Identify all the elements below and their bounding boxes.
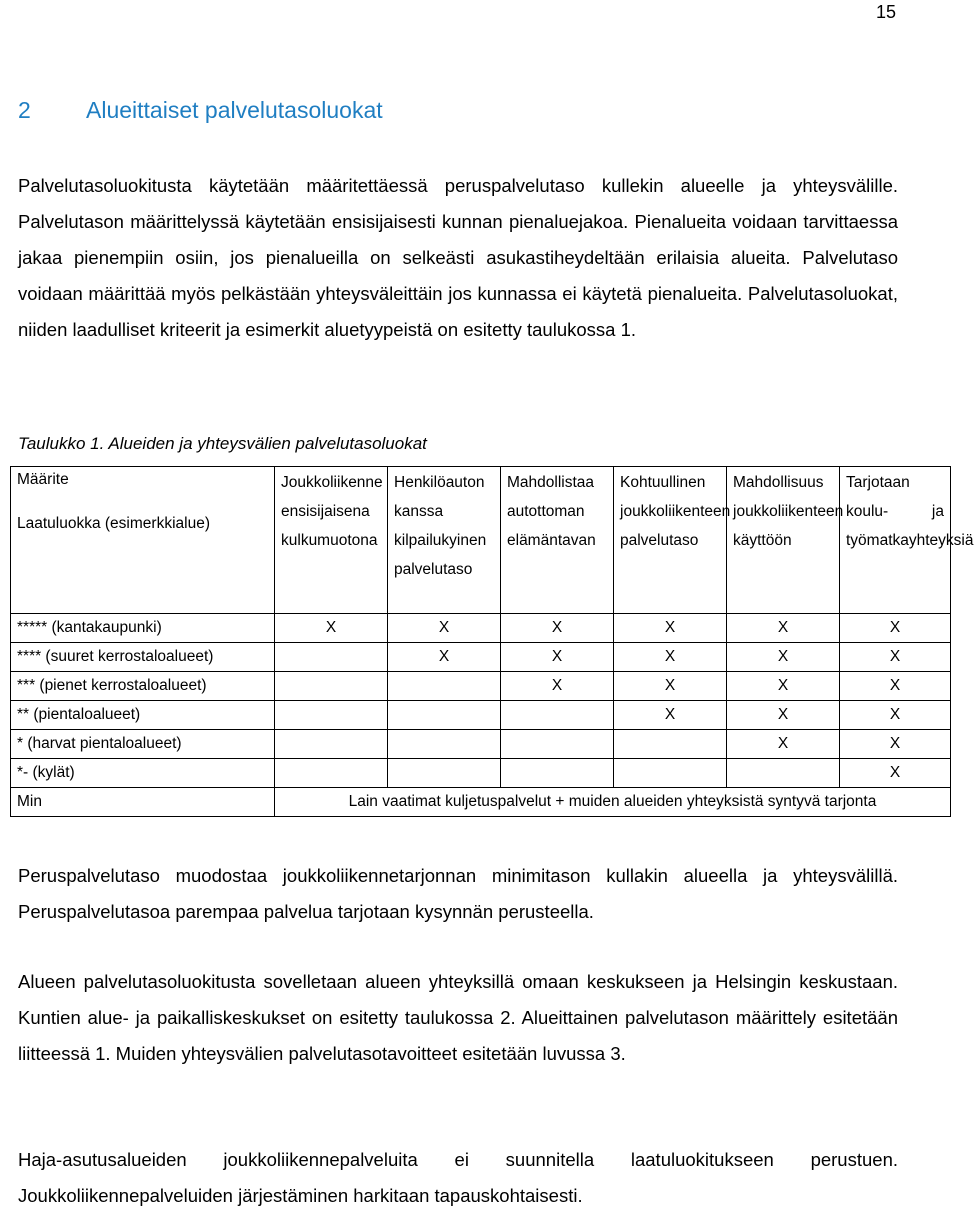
table-row: [11, 701, 951, 730]
intro-paragraph: Palvelutasoluokitusta käytetään määritettäessä peruspalvelutaso kullekin alueelle ja yhteysvälille. Palvelutason määrittelyssä käytetään ensisijaisesti kunnan pienaluejakoa. Pienalueita voidaan tarvittaessa jakaa pienempiin osiin, jos pienalueilla on selkeästi asukastiheydeltään erilaisia alueita. Palvelutaso voidaan määrittää myös pelkästään yhteysväleittäin jos kunnassa ei käytetä pienalueita. Palvelutasoluokat, niiden laadulliset kriteerit ja esimerkit aluetyypeistä on esitetty taulukossa 1.: [18, 175, 898, 340]
column-header: Joukkoliikenne ensisijaisena kulkumuotona: [275, 467, 388, 614]
table-cell: X: [614, 672, 727, 701]
table-cell: [388, 701, 501, 730]
table-row: [11, 672, 951, 701]
basic-service-paragraph: Peruspalvelutaso muodostaa joukkoliikennetarjonnan minimitason kullakin alueella ja yhteysvälillä. Peruspalvelutasoa parempaa palvelua tarjotaan kysynnän perusteella.: [18, 865, 898, 922]
table-cell: X: [727, 614, 840, 643]
table-cell: X: [614, 701, 727, 730]
table-header-row: [11, 467, 951, 614]
column-header: Henkilöauton kanssa kilpailukyinen palvelutaso: [388, 467, 501, 614]
table-cell: [501, 759, 614, 788]
page-number: 15: [875, 2, 896, 22]
table-cell: X: [840, 614, 951, 643]
table-cell: [275, 672, 388, 701]
section-title: Alueittaiset palvelutasoluokat: [86, 97, 383, 123]
table-cell: [275, 759, 388, 788]
table-cell: [275, 730, 388, 759]
row-label: ***** (kantakaupunki): [11, 614, 275, 643]
table-cell: [614, 730, 727, 759]
table-cell: X: [840, 730, 951, 759]
table-cell: X: [727, 730, 840, 759]
table-cell: X: [614, 643, 727, 672]
table-row: [11, 614, 951, 643]
table-row: [11, 730, 951, 759]
column-header: Tarjotaan koulu- ja työmatkayhteyksiä: [840, 467, 951, 614]
table-cell: X: [727, 643, 840, 672]
table-cell: X: [501, 614, 614, 643]
table-cell: [501, 730, 614, 759]
table-cell: [614, 759, 727, 788]
corner-header: [11, 467, 275, 614]
table-cell: [501, 701, 614, 730]
section-number: 2: [18, 97, 31, 123]
table-cell: X: [501, 672, 614, 701]
table-row-min: [11, 788, 951, 817]
table-cell: X: [388, 614, 501, 643]
table-cell: X: [501, 643, 614, 672]
rural-paragraph: Haja-asutusalueiden joukkoliikennepalveluita ei suunnitella laatuluokitukseen perustuen. Joukkoliikennepalveluiden järjestäminen harkitaan tapauskohtaisesti.: [18, 1149, 898, 1206]
table-cell: X: [727, 672, 840, 701]
table-cell: [388, 759, 501, 788]
quality-class-label: Laatuluokka (esimerkkialue): [17, 515, 210, 532]
application-paragraph: Alueen palvelutasoluokitusta sovelletaan alueen yhteyksillä omaan keskukseen ja Helsingin keskustaan. Kuntien alue- ja paikalliskeskukset on esitetty taulukossa 2. Alueittainen palvelutason määrittely esitetään liitteessä 1. Muiden yhteysvälien palvelutasotavoitteet esitetään luvussa 3.: [18, 971, 898, 1064]
table-cell: X: [388, 643, 501, 672]
row-label: *** (pienet kerrostaloalueet): [11, 672, 275, 701]
table-cell: [388, 672, 501, 701]
column-header: Mahdollistaa autottoman elämäntavan: [501, 467, 614, 614]
table-cell: [727, 759, 840, 788]
table-caption: Taulukko 1. Alueiden ja yhteysvälien palvelutasoluokat: [18, 434, 427, 453]
min-description: Lain vaatimat kuljetuspalvelut + muiden alueiden yhteyksistä syntyvä tarjonta: [275, 788, 951, 817]
table-cell: X: [840, 759, 951, 788]
row-label: Min: [11, 788, 275, 817]
table-cell: X: [727, 701, 840, 730]
column-header: Kohtuullinen joukkoliikenteen palvelutaso: [614, 467, 727, 614]
table-cell: X: [275, 614, 388, 643]
table-cell: X: [614, 614, 727, 643]
table-cell: X: [840, 701, 951, 730]
attribute-label: Määrite: [17, 471, 69, 488]
table-cell: [388, 730, 501, 759]
table-cell: X: [840, 643, 951, 672]
row-label: ** (pientaloalueet): [11, 701, 275, 730]
row-label: *- (kylät): [11, 759, 275, 788]
row-label: * (harvat pientaloalueet): [11, 730, 275, 759]
table-row: [11, 759, 951, 788]
section-heading: [18, 97, 383, 124]
column-header: Mahdollisuus joukkoliikenteen käyttöön: [727, 467, 840, 614]
row-label: **** (suuret kerrostaloalueet): [11, 643, 275, 672]
service-level-table: [10, 466, 974, 817]
table-cell: [275, 643, 388, 672]
table-row: [11, 643, 951, 672]
table-cell: X: [840, 672, 951, 701]
table-cell: [275, 701, 388, 730]
